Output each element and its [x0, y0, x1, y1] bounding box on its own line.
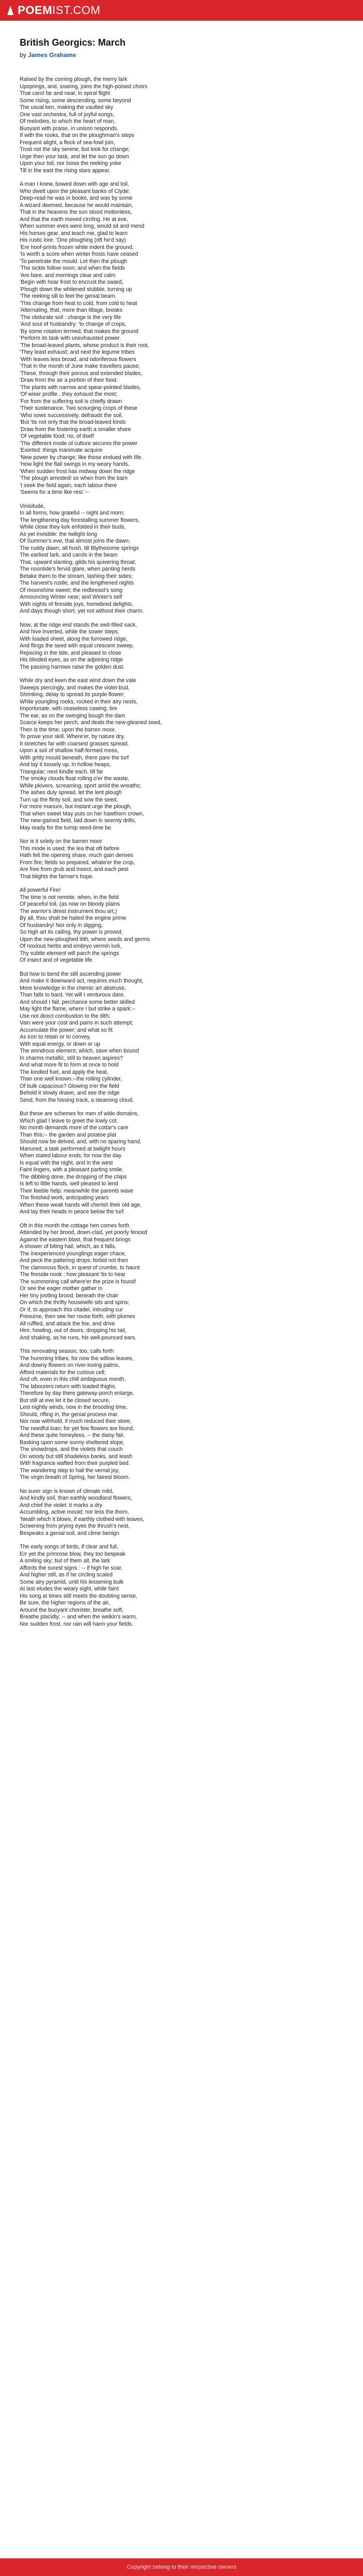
- poem-line: The fireside nook : how pleasant 'tis to hear: [20, 1271, 126, 1278]
- poem-line: And should I fail, perchance some better skilled: [20, 999, 135, 1005]
- poem-line: 'Of vegetable food; no, of itself: [20, 433, 94, 439]
- poem-stanza: [20, 838, 343, 880]
- poem-line: Faint lingers, with a pleasant parting smile.: [20, 1167, 124, 1173]
- poem-line: Of moonshine sweet; the redbreast's song: [20, 587, 123, 593]
- poem-line: One vast orchestra, full of joyful songs,: [20, 111, 115, 118]
- poem-line: Therefore by day there gateway-porch enlarge,: [20, 1390, 134, 1396]
- poem-line: And make it downward act, requires much thought,: [20, 978, 144, 984]
- poem-line: And kindly soil, than earthly woodland flowers,: [20, 1495, 132, 1501]
- poem-line: A wizard deemed, because he would maintain,: [20, 202, 133, 209]
- poem-line: 'For from the suffering soil is chiefly drawn: [20, 398, 122, 405]
- poem-line: Hath felt the opening share, much gain derives: [20, 852, 134, 858]
- poem-line: While youngling rooks, rocked in their airy nests,: [20, 698, 138, 705]
- poem-line: This mode is used; the lea that oft before: [20, 845, 119, 852]
- poem-line: All ruffled, and attack the foe, and drive: [20, 1320, 115, 1327]
- poem-line: Of melodies, to which the heart of man,: [20, 118, 116, 124]
- poem-line: Their feeble help: meanwhile the parents wave: [20, 1187, 134, 1194]
- poem-line: More knowledge in the chemic art abstruse,: [20, 985, 126, 991]
- poem-line: The kindled fuel, and apply the heat,: [20, 1069, 108, 1075]
- poem-line: Of insect and of vegetable life.: [20, 957, 94, 963]
- site-header: [0, 0, 363, 21]
- poem-line: 'I seek the field again, each labour there: [20, 482, 117, 489]
- poem-line: His song at times still meets the doubting sense,: [20, 1592, 137, 1599]
- poem-line: 'When sudden frost has midway down the ridge: [20, 468, 135, 475]
- poem-byline: [20, 51, 343, 59]
- poem-line: A shower of biting hail, which, as it falls,: [20, 1243, 117, 1250]
- poem-line: Then is the time, upon the barren moor,: [20, 726, 116, 733]
- poem-line: Raised by the coming plough, the merry lark: [20, 76, 128, 82]
- poem-line: The lengthening day forestalling summer flowers,: [20, 517, 139, 523]
- poem-line: The summoning call where'er the prize is found!: [20, 1278, 136, 1285]
- poem-line: At last eludes the weary sight, while faint: [20, 1586, 119, 1592]
- poem-line: Screening from prying eyes the thrush's nest,: [20, 1523, 130, 1529]
- poem-line: Than falls to bard. Yet will I venturous dare,: [20, 992, 125, 998]
- poem-line: 'Draw from the air a portion of their food.: [20, 377, 118, 383]
- poem-line: The noontide's fervid glare, when panting herds: [20, 566, 135, 572]
- poem-line: The humming tribes; for now the willow leaves,: [20, 1355, 134, 1362]
- site-footer: [0, 2558, 363, 2576]
- poem-line: 'The obdurate soil : change is the very life: [20, 314, 121, 321]
- poem-line: The usual ken, making the vaulted sky: [20, 104, 114, 110]
- poem-line: May ready for the turnip seed-time be.: [20, 824, 113, 831]
- poem-stanza: [20, 887, 343, 964]
- poem-line: The snowdrops, and the violets that couch: [20, 1446, 123, 1452]
- poem-line: To prove your skill. Where'er, by nature dry,: [20, 733, 125, 740]
- poem-line: 'The sickle follow soon; and when the fields: [20, 265, 125, 271]
- poem-line: Urge then your task, and let the sun go down: [20, 153, 129, 160]
- poem-line: The labourers return with loaded thighs.: [20, 1383, 117, 1390]
- poem-content: [0, 21, 363, 1628]
- poem-line: The passing harrows raise the golden dust.: [20, 663, 125, 670]
- poem-line: The time is not remote, when, in the field: [20, 894, 119, 901]
- poem-line: Around the buoyant chorister, breathe soft,: [20, 1606, 124, 1613]
- poem-line: And shaking, as he runs, his well-pounced ears.: [20, 1334, 136, 1341]
- poem-line: 'That in the month of June make travellers pause;: [20, 363, 140, 369]
- poem-line: 'The plants with narrow and spear-pointed blades,: [20, 384, 142, 391]
- poem-line: That blights the farmer's hope.: [20, 873, 94, 880]
- poem-line: 'And soul of husbandry: 'to change of crops,: [20, 321, 127, 327]
- poem-line: It stretches far with coarsest grasses spread,: [20, 740, 129, 747]
- poem-line: When summer eves were long, would sit and mend: [20, 223, 145, 229]
- poem-line: Of noxious herbs and embryo vermin lurk,: [20, 943, 122, 949]
- poem-line: With equal energy, or down or up: [20, 1041, 101, 1047]
- poem-line: 'Who sows successively, defrauds the soil.: [20, 412, 123, 419]
- poem-line: With nights of fireside joys, homebred delights,: [20, 601, 134, 607]
- logo-text-light: IST.COM: [52, 4, 101, 17]
- poem-line: Shrinking, delay to spread its purple flower;: [20, 691, 125, 698]
- poem-line: 'This change from heat to cold, from cold to heat: [20, 300, 137, 307]
- poem-line: May light the flame, where I but strike a spark:--: [20, 1006, 136, 1012]
- poem-line: 'Begin with hoar frost to encrust the sward,: [20, 279, 123, 285]
- poem-line: Err yet the primrose blow, they too bespeak: [20, 1550, 125, 1557]
- poem-line: In charms metallic, still to heaven aspires?: [20, 1055, 123, 1061]
- poem-line: Now, at the ridge end stands the well-filled sack,: [20, 621, 137, 628]
- poem-line: With fragrance wafted from their purpled bed.: [20, 1460, 130, 1466]
- poem-line: Should, rifling in, the genial process mar.: [20, 1411, 119, 1418]
- poem-line: Which glad I leave to greet the lowly cot.: [20, 1117, 118, 1124]
- poem-line: His horses gear, and teach me, glad to learn: [20, 230, 128, 237]
- poem-line: 'They least exhaust; and next the legume tribes: [20, 349, 135, 355]
- poem-line: Of husbandry! Nor only in digging,: [20, 922, 103, 929]
- poem-line: The needful loan; for yet few flowers are found,: [20, 1425, 134, 1432]
- poem-line: Nor sudden frost, nor rain will harm your fields.: [20, 1621, 134, 1627]
- poem-line: The smoky clouds float rolling o'er the waste,: [20, 775, 130, 782]
- poem-line: The finished work, anticipating years: [20, 1195, 109, 1201]
- poem-line: Turn up the flinty soil, and sow the seed.: [20, 796, 118, 803]
- poem-line: In all forms, how grateful -- night and morn;: [20, 510, 124, 516]
- poem-line: Till in the east the rising stars appear.: [20, 167, 111, 174]
- poem-line: 'The plough arrested! so when from the barn: [20, 475, 128, 481]
- poem-line: And that the earth moved circling. He at eve,: [20, 216, 129, 223]
- poem-line: While plovers, screaming, sport amid the wreaths;: [20, 782, 142, 789]
- poem-line: And hive inverted, while the sower steps,: [20, 629, 119, 635]
- poem-line: Affords the surest signs : -- if high he soar,: [20, 1564, 123, 1571]
- poem-title: British Georgics: March: [20, 37, 126, 48]
- poem-line: The harvest's rustle, and the lengthened nights: [20, 580, 134, 586]
- by-label: by: [20, 51, 26, 59]
- poem-line: And peck the pattering drops; forbid not then: [20, 1257, 129, 1264]
- poem-line: When stated labour ends; for now the day: [20, 1153, 122, 1159]
- poem-line: Sweeps piercingly, and makes the violet-bud,: [20, 684, 130, 691]
- poem-line: Betake them to the stream, lashing their sides;: [20, 573, 133, 579]
- poem-line: With gritty mould beneath, there pare the turf: [20, 754, 129, 761]
- poem-line: And chief the violet: it marks a dry: [20, 1502, 102, 1508]
- poem-line: Upsprings, and, soaring, joins the high-poised choirs: [20, 83, 148, 90]
- poem-line: A smiling sky; but of them all, the lark: [20, 1558, 110, 1564]
- poem-line: Nor is it solely on the barren moor: [20, 838, 102, 844]
- poem-line: Lest nightly winds, now in the brooding time,: [20, 1404, 128, 1410]
- poem-stanza: [20, 76, 343, 174]
- poem-line: That, upward slanting, gilds his quivering throat;: [20, 559, 136, 565]
- poem-line: Than this;-- the garden and potatoe plat: [20, 1131, 117, 1138]
- poem-line: Manured; a task performed at twilight hours: [20, 1145, 125, 1152]
- poem-line: Against the eastern blast, that frequent brings: [20, 1236, 131, 1243]
- poem-line: Nor now withhold, if much reduced their store,: [20, 1418, 132, 1424]
- poem-line: 'To penetrate the mould. Let then the plough: [20, 258, 127, 265]
- poem-line: 'But 'tis not only that the broad-leaved kinds: [20, 419, 126, 425]
- poem-line: The ruddy dawn, all hush, till Blythesome springs: [20, 545, 139, 551]
- poem-line: Of peaceful toil, (as now on bloody plains: [20, 901, 120, 907]
- poem-line: The earliest lark, and carols in the beam: [20, 552, 118, 558]
- logo-text-bold: POEM: [18, 4, 52, 17]
- poem-line: 'These, through their porous and extended blades,: [20, 370, 143, 377]
- poem-line: The wandering step to hail the vernal joy,: [20, 1467, 120, 1474]
- poem-line: That when sweet May puts on her hawthorn crown,: [20, 810, 144, 817]
- poem-line: Who dwelt upon the pleasant banks of Clyde;: [20, 188, 130, 195]
- poem-line: Some airy pyramid, until his lessening bulk: [20, 1578, 124, 1585]
- poem-line: 'Perform its task with unexhausted power.: [20, 335, 121, 341]
- poem-line: Her tiny jostling brood, beneath the chair: [20, 1292, 119, 1299]
- poem-line: Than one well known,--the rolling cylinder,: [20, 1076, 122, 1082]
- poem-line: Upon the new-ploughed tilth, where seeds and germs: [20, 936, 150, 943]
- poem-line: Afford materials for the curious cell;: [20, 1369, 106, 1376]
- poem-line: The clamorous flock, in quest of crumbs, to haunt: [20, 1264, 140, 1271]
- poem-line: So high art its calling, thy power is proved;: [20, 929, 123, 935]
- poem-line: But how to bend the still ascending power: [20, 971, 121, 977]
- poem-line: Send, from the hissing track, a steaming cloud.: [20, 1097, 134, 1103]
- poem-line: No month demands more of the cottar's care: [20, 1125, 129, 1131]
- poem-line: His rustic lore. 'One ploughing (oft he'd say): [20, 237, 126, 243]
- poem-line: That in the heavens the sun stood motionless,: [20, 209, 132, 215]
- poem-line: Or if, to approach this citadel, intruding cur: [20, 1306, 123, 1313]
- poem-line: Triangular; next kindle each, till far: [20, 768, 103, 775]
- poem-line: Upon a soil of shallow half-formed moss,: [20, 747, 119, 754]
- poem-line: 'Exerted: things inanimate acquire: [20, 447, 103, 453]
- poem-line: Upon your toil, nor loose the reeking yoke: [20, 160, 121, 167]
- poem-line: If with the rooks, that on the ploughman's steps: [20, 132, 135, 139]
- poem-line: 'Are bare, and mornings clear and calm: [20, 272, 116, 279]
- poem-line: The wondrous element, which, save when bound: [20, 1048, 139, 1054]
- poem-line: Bespeaks a genial soil, and clime benign.: [20, 1530, 121, 1536]
- poem-line: The warrior's direst instrument thou art,): [20, 908, 117, 915]
- poem-stanza: [20, 181, 343, 496]
- poem-line: Frequent alight, a flock of sea-fowl join,: [20, 139, 115, 146]
- poem-line: Use not direct combustion to the tilth;: [20, 1013, 110, 1019]
- poem-stanza: [20, 971, 343, 1104]
- poem-line: Behold it slowly drawn, and see the ridge: [20, 1090, 120, 1096]
- poem-line: Him, howling, out of doors, dropping his tail,: [20, 1327, 127, 1334]
- poem-line: No surer sign is known of climate mild,: [20, 1488, 114, 1494]
- poem-line: Accumulate the power; and what so fit: [20, 1027, 113, 1033]
- poem-line: 'Seems for a time like rest.'--: [20, 489, 89, 495]
- poem-stanza: [20, 1223, 343, 1342]
- poem-stanza: [20, 677, 343, 832]
- poem-line: 'Is worth a score when winter frosts have ceased: [20, 251, 138, 257]
- poem-line: The dibbling done, the dropping of the chips: [20, 1173, 127, 1180]
- poem-stanza: [20, 1111, 343, 1216]
- poem-line: And what more fit to form at once to hold: [20, 1062, 119, 1068]
- poem-line: Deep-read he was in books, and was by some: [20, 195, 133, 201]
- poem-line: And lay their heads in peace below the turf.: [20, 1209, 125, 1215]
- poem-body: [20, 76, 343, 1628]
- poem-line: Is equal with the night, and in the west: [20, 1159, 113, 1166]
- poem-line: The inexperienced younglings eager chace,: [20, 1250, 126, 1257]
- poem-line: As yet invisible: the twilight long: [20, 531, 97, 537]
- poem-line: Scarce keeps her perch, and deals the new-gleaned seed,: [20, 719, 162, 726]
- poem-line: But these are schemes for men of wide domains,: [20, 1111, 139, 1117]
- poem-line: And these quite honeyless, -- the daisy fair,: [20, 1432, 125, 1438]
- poem-line: Announcing Winter near; and Winter's self: [20, 594, 122, 600]
- poem-line: As iron to retain or to convey,: [20, 1034, 91, 1040]
- poem-line: Attended by her brood, down-clad, yet poorly fenced: [20, 1229, 147, 1236]
- poem-line: While close they lurk enfolded in their buds,: [20, 524, 126, 530]
- poem-line: Presume, then see her rouse forth, with plumes: [20, 1313, 135, 1320]
- poem-line: Trust not the sky serene, but look for change;: [20, 146, 130, 153]
- poem-line: Are free from grub and insect, and each pest: [20, 866, 129, 872]
- poem-stanza: [20, 1488, 343, 1538]
- poem-line: Basking upon some sunny sheltered slope,: [20, 1439, 124, 1446]
- poem-line: All powerful Fire!: [20, 887, 61, 893]
- poem-line: 'Ere hoof-prints frozen white indent the ground,: [20, 244, 134, 251]
- logo-pen-icon: [6, 6, 13, 15]
- poem-line: From fire; fields so prepared, whate'er the crop,: [20, 859, 135, 866]
- poem-line: Be sure, the higher regions of the air,: [20, 1600, 110, 1606]
- poem-line: And lay it loosely up, in hollow heaps,: [20, 761, 111, 768]
- poem-line: A man I knew, bowed down with age and toil,: [20, 181, 129, 187]
- poem-line: 'The broad-leaved plants, whose product is their root,: [20, 342, 149, 349]
- site-logo[interactable]: [6, 4, 101, 17]
- poem-line: While dry and keen the east wind down the vale: [20, 677, 136, 684]
- poem-line: Thy subtle element will parch the springs: [20, 950, 119, 957]
- poem-line: 'The different mode of culture secures the power: [20, 440, 137, 447]
- poem-line: Buoyant with praise, in unison responds.: [20, 125, 119, 132]
- author-link[interactable]: James Grahame: [28, 51, 76, 59]
- poem-line: 'Neath which it blows, if earthly clothed with leaves,: [20, 1516, 144, 1522]
- poem-stanza: [20, 622, 343, 671]
- poem-line: And oft, even in this chill ambiguous month,: [20, 1376, 126, 1382]
- poem-line: 'Plough down the whitened stubble, turning up: [20, 286, 132, 293]
- poem-line: 'Of wiser profile , they exhaust the most;: [20, 391, 118, 397]
- poem-line: For more manure, but instant urge the plough,: [20, 804, 132, 810]
- poem-line: Is left to little hands, well pleased to lend: [20, 1181, 118, 1187]
- poem-line: The ear, as on the swinging bough the dam: [20, 712, 125, 719]
- poem-line: Oft in this month the cottage hen comes forth: [20, 1222, 130, 1229]
- poem-line: This renovating season, too, calls forth: [20, 1348, 114, 1354]
- poem-line: But still at eve let it be closed secure,: [20, 1397, 110, 1404]
- poem-line: The early songs of birds, if clear and full,: [20, 1544, 119, 1550]
- poem-line: Some rising, some descending, some beyond: [20, 97, 131, 104]
- poem-line: The ashes duly spread, let the lent plough: [20, 790, 122, 796]
- poem-line: Importunate, with ceaseless cawing, tire: [20, 705, 117, 712]
- poem-line: And flings the seed with equal crescent sweep,: [20, 643, 134, 649]
- poem-line: Of Summer's eve, that almost joins the dawn;: [20, 538, 130, 544]
- poem-line: Vinisitude,: [20, 503, 45, 509]
- poem-line: His blinded eyes, as on the adjoining ridge: [20, 657, 123, 663]
- poem-line: With loaded sheet, along the furrowed ridge,: [20, 635, 128, 642]
- poem-line: Or see the eager mother gather in: [20, 1285, 103, 1292]
- poem-line: On which the thrifty housewife sits and spins;: [20, 1299, 130, 1306]
- footer-copyright: Copyright belong to their respective owners: [127, 2564, 236, 2570]
- poem-line: 'The reeking sill to feel the genial beam.: [20, 293, 117, 299]
- poem-line: On woody but still shadeless banks, and leash: [20, 1453, 133, 1460]
- poem-line: By all, thou shalt be hailed the engine prime: [20, 915, 127, 921]
- poem-line: Should now be delved, and, with no sparing hand,: [20, 1139, 142, 1145]
- poem-line: The new-gained field, laid down in seemly drills,: [20, 818, 136, 824]
- poem-line: Vain were your cost and pains in such attempt;: [20, 1020, 133, 1026]
- poem-line: And days though short, yet not without their charm.: [20, 608, 144, 614]
- poem-line: 'Draw from the fostering earth a smaller share: [20, 426, 131, 433]
- poem-stanza: [20, 1348, 343, 1481]
- poem-line: That carol far and near, in spiral flight: [20, 90, 110, 96]
- poem-line: Of bulk capacious? Glowing o'er the field: [20, 1083, 119, 1089]
- poem-line: Accumbling, active mould; nor less the thorn,: [20, 1509, 129, 1515]
- poem-line: 'By some rotation termed, that makes the ground: [20, 328, 138, 335]
- poem-line: And downy flowers on river-loving palms,: [20, 1362, 120, 1368]
- poem-line: 'How light the flail swings in my weary hands,: [20, 461, 130, 467]
- poem-line: 'Alternating, that, more than tillage, breaks: [20, 307, 123, 313]
- poem-line: 'New power by change; like those endued with life.: [20, 454, 143, 461]
- poem-line: And higher still, as if he circling scaled: [20, 1572, 113, 1578]
- poem-line: The virgin breath of Spring, her fairest bloom.: [20, 1474, 130, 1480]
- poem-line: When these weak hands will cherish their old age,: [20, 1201, 142, 1208]
- poem-line: Breathe placidly; -- and when the welkin's warm,: [20, 1614, 137, 1620]
- poem-stanza: [20, 1544, 343, 1628]
- poem-stanza: [20, 503, 343, 615]
- poem-line: Rejoicing in the tide, and pleased to close: [20, 649, 121, 656]
- poem-line: 'Their sustenance. Two scourging crops of these: [20, 405, 137, 411]
- poem-line: 'With leaves less broad, and odoriferous flowers: [20, 356, 136, 363]
